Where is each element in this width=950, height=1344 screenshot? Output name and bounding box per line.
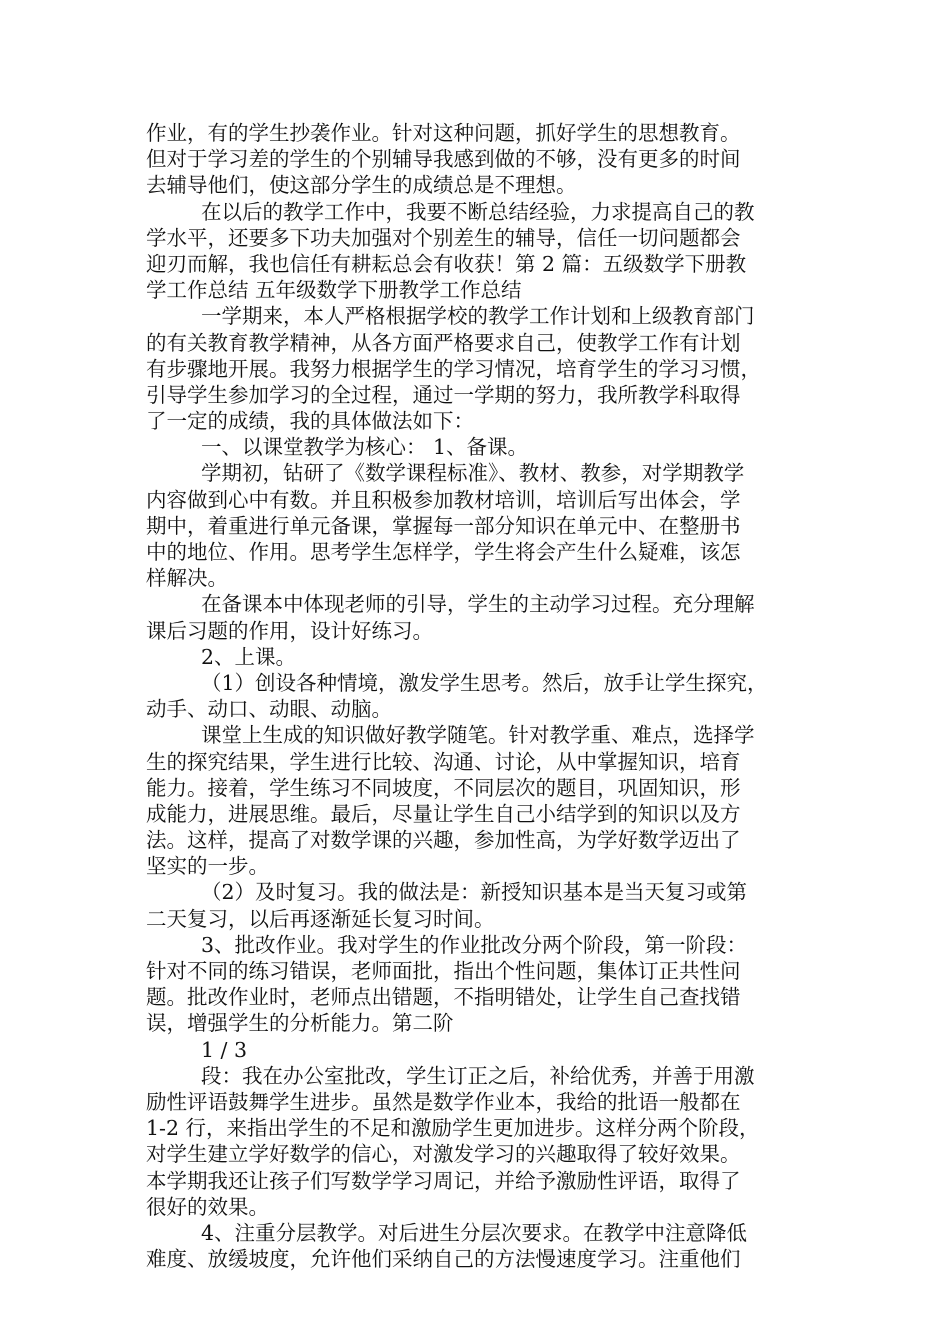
text-line: 题。批改作业时，老师点出错题，不指明错处，让学生自己查找错	[146, 985, 741, 1010]
text-line: 课堂上生成的知识做好教学随笔。针对教学重、难点，选择学	[201, 723, 755, 748]
text-line: （2）及时复习。我的做法是：新授知识基本是当天复习或第	[201, 880, 748, 905]
text-line: 迎刃而解，我也信任有耕耘总会有收获！第 2 篇：五级数学下册教	[146, 251, 747, 276]
text-line: （1）创设各种情境，激发学生思考。然后，放手让学生探究，	[201, 670, 768, 695]
text-line: 去辅导他们，使这部分学生的成绩总是不理想。	[146, 173, 577, 198]
text-line: 引导学生参加学习的全过程，通过一学期的努力，我所教学科取得	[146, 382, 741, 407]
text-line: 内容做到心中有数。并且积极参加教材培训，培训后写出体会，学	[146, 487, 741, 512]
text-line: 对学生建立学好数学的信心，对激发学习的兴趣取得了较好效果。	[146, 1142, 741, 1167]
text-line: 难度、放缓坡度，允许他们采纳自己的方法慢速度学习。注重他们	[146, 1247, 741, 1272]
text-line: 针对不同的练习错误，老师面批，指出个性问题，集体订正共性问	[146, 959, 741, 983]
text-line: 法。这样，提高了对数学课的兴趣，参加性高，为学好数学迈出了	[146, 828, 741, 853]
text-line: 段：我在办公室批改，学生订正之后，补给优秀，并善于用激	[201, 1063, 755, 1088]
text-line: 二天复习，以后再逐渐延长复习时间。	[146, 906, 495, 931]
text-line: 本学期我还让孩子们写数学学习周记，并给予激励性评语，取得了	[146, 1168, 741, 1193]
text-line: 学工作总结 五年级数学下册教学工作总结	[146, 278, 522, 303]
text-line: 1-2 行，来指出学生的不足和激励学生更加进步。这样分两个阶段，	[146, 1116, 760, 1141]
text-line: 3、批改作业。我对学生的作业批改分两个阶段，第一阶段：	[201, 932, 748, 957]
text-line: 能力。接着，学生练习不同坡度，不同层次的题目，巩固知识，形	[146, 775, 741, 800]
text-line: 生的探究结果，学生进行比较、沟通、讨论，从中掌握知识，培育	[146, 749, 741, 774]
document-body	[146, 120, 806, 1272]
text-line: 期中，着重进行单元备课，掌握每一部分知识在单元中、在整册书	[146, 513, 741, 538]
text-line: 在以后的教学工作中，我要不断总结经验，力求提高自己的教	[201, 199, 755, 224]
text-line: 动手、动口、动眼、动脑。	[146, 697, 392, 722]
text-line: 在备课本中体现老师的引导，学生的主动学习过程。充分理解	[201, 592, 755, 617]
text-line: 课后习题的作用，设计好练习。	[146, 618, 433, 643]
text-line: 学水平，还要多下功夫加强对个别差生的辅导，信任一切问题都会	[146, 225, 741, 250]
text-line: 但对于学习差的学生的个别辅导我感到做的不够，没有更多的时间	[146, 147, 741, 172]
text-line: 一、以课堂教学为核心： 1、备课。	[201, 435, 529, 460]
text-line: 学期初，钻研了《数学课程标准》、教材、教参，对学期教学	[201, 461, 745, 486]
text-line: 误，增强学生的分析能力。第二阶	[146, 1011, 454, 1036]
text-line: 了一定的成绩，我的具体做法如下：	[146, 409, 474, 434]
text-line: 样解决。	[146, 566, 228, 591]
text-line: 一学期来，本人严格根据学校的教学工作计划和上级教育部门	[201, 304, 755, 329]
text-line: 成能力，进展思维。最后，尽量让学生自己小结学到的知识以及方	[146, 801, 741, 826]
text-line: 坚实的一步。	[146, 854, 269, 879]
text-line: 很好的效果。	[146, 1194, 269, 1219]
text-line: 中的地位、作用。思考学生怎样学，学生将会产生什么疑难，该怎	[146, 540, 741, 564]
text-line: 4、注重分层教学。对后进生分层次要求。在教学中注意降低	[201, 1220, 748, 1245]
text-line: 2、上课。	[201, 644, 297, 669]
text-line: 的有关教育教学精神，从各方面严格要求自己，使教学工作有计划	[146, 330, 741, 355]
page-number: 1 / 3	[201, 1037, 248, 1062]
text-line: 励性评语鼓舞学生进步。虽然是数学作业本，我给的批语一般都在	[146, 1089, 741, 1114]
text-line: 作业，有的学生抄袭作业。针对这种问题，抓好学生的思想教育。	[146, 121, 741, 145]
text-line: 有步骤地开展。我努力根据学生的学习情况，培育学生的学习习惯，	[146, 356, 761, 381]
